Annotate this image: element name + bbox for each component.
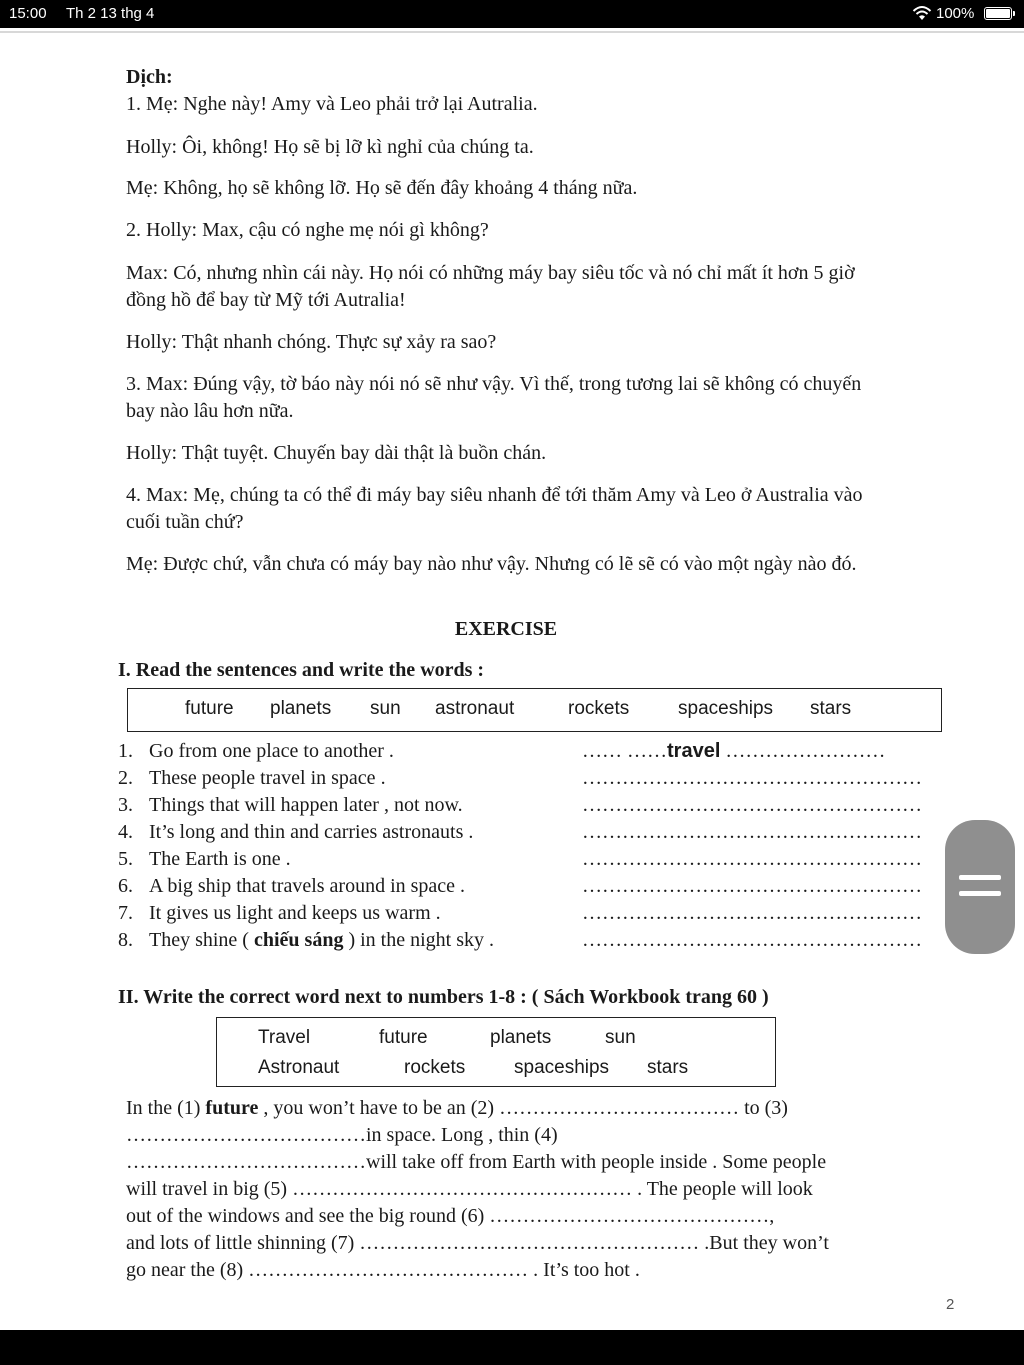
word-box-item: spaceships (678, 698, 774, 719)
question-text: It’s long and thin and carries astronauts . (149, 821, 474, 843)
answer-line[interactable]: …………………………………………… (582, 875, 922, 897)
question-number: 8. (118, 929, 133, 951)
passage-line: ………………………………in space. Long , thin (4) (126, 1124, 558, 1146)
wifi-icon (912, 4, 932, 22)
translation-line: Holly: Thật tuyệt. Chuyến bay dài thật là buồn chán. (126, 442, 547, 464)
word-box-item: stars (647, 1057, 689, 1078)
battery-icon (984, 7, 1012, 20)
question-text: It gives us light and keeps us warm . (149, 902, 441, 924)
answer-line[interactable]: …………………………………………… (582, 929, 922, 951)
side-drag-handle[interactable] (945, 820, 1015, 954)
translation-line: cuối tuần chứ? (126, 511, 244, 533)
translation-line: bay nào lâu hơn nữa. (126, 400, 294, 422)
translation-line: 1. Mẹ: Nghe này! Amy và Leo phải trở lại Autralia. (126, 93, 538, 115)
word-box-item: Travel (258, 1027, 311, 1048)
question-text (149, 929, 494, 952)
section-2-title: II. Write the correct word next to numbers 1-8 : ( Sách Workbook trang 60 ) (118, 986, 769, 1008)
word-box-2 (216, 1017, 776, 1087)
translation-line: Max: Có, nhưng nhìn cái này. Họ nói có những máy bay siêu tốc và nó chỉ mất ít hơn 5 giờ (126, 262, 855, 284)
handle-grip-icon (959, 891, 1001, 896)
translation-line: Holly: Ôi, không! Họ sẽ bị lỡ kì nghỉ của chúng ta. (126, 136, 534, 158)
translation-line: Mẹ: Được chứ, vẫn chưa có máy bay nào như vậy. Nhưng có lẽ sẽ có vào một ngày nào đó. (126, 553, 857, 575)
question-number: 5. (118, 848, 133, 870)
passage-line: go near the (8) …………………………………… . It’s too hot . (126, 1259, 640, 1281)
answer-line[interactable]: …………………………………………… (582, 821, 922, 843)
word-box-item: Astronaut (258, 1057, 340, 1078)
answer-line[interactable]: …………………………………………… (582, 902, 922, 924)
question-text-part: They shine ( (149, 929, 254, 951)
battery-percent: 100% (936, 5, 975, 22)
word-box-item: future (185, 698, 234, 719)
passage-answer: future (205, 1097, 259, 1119)
question-number: 2. (118, 767, 133, 789)
translation-line: 4. Max: Mẹ, chúng ta có thể đi máy bay siêu nhanh để tới thăm Amy và Leo ở Australia vào (126, 484, 863, 506)
translation-line: 2. Holly: Max, cậu có nghe mẹ nói gì không? (126, 219, 489, 241)
translation-line: đồng hồ để bay từ Mỹ tới Autralia! (126, 289, 406, 311)
answer-line[interactable]: …………………………………………… (582, 767, 922, 789)
answer-prefix: …… …… (582, 740, 667, 762)
question-text: These people travel in space . (149, 767, 386, 789)
question-text: The Earth is one . (149, 848, 291, 870)
toolbar-divider (0, 31, 1024, 33)
word-box-item: planets (270, 698, 332, 719)
word-box-item: spaceships (514, 1057, 610, 1078)
passage-text: , you won’t have to be an (2) ……………………………… to (3) (258, 1097, 788, 1119)
question-number: 3. (118, 794, 133, 816)
status-time: 15:00 (9, 5, 47, 22)
word-box-item: rockets (404, 1057, 466, 1078)
word-box-item: astronaut (435, 698, 515, 719)
question-number: 4. (118, 821, 133, 843)
translation-line: 3. Max: Đúng vậy, tờ báo này nói nó sẽ như vậy. Vì thế, trong tương lai sẽ không có chuyến (126, 373, 862, 395)
question-number: 7. (118, 902, 133, 924)
bottom-bar (0, 1330, 1024, 1365)
question-number: 1. (118, 740, 133, 762)
status-date: Th 2 13 thg 4 (66, 5, 155, 22)
word-box-item: planets (490, 1027, 552, 1048)
section-1-title: I. Read the sentences and write the words : (118, 659, 485, 681)
page-number: 2 (946, 1296, 955, 1313)
question-text: Go from one place to another . (149, 740, 394, 762)
translation-line: Mẹ: Không, họ sẽ không lỡ. Họ sẽ đến đây khoảng 4 tháng nữa. (126, 177, 638, 199)
question-text: A big ship that travels around in space . (149, 875, 466, 897)
word-box-item: future (379, 1027, 428, 1048)
word-box-item: rockets (568, 698, 630, 719)
passage-line (126, 1095, 926, 1122)
status-bar (0, 0, 1024, 28)
translation-line: Holly: Thật nhanh chóng. Thực sự xảy ra sao? (126, 331, 497, 353)
passage-line: out of the windows and see the big round (6) ……………………………………, (126, 1205, 775, 1227)
answer-line[interactable]: …………………………………………… (582, 848, 922, 870)
question-number: 6. (118, 875, 133, 897)
question-text: Things that will happen later , not now. (149, 794, 463, 816)
answer-line[interactable]: …………………………………………… (582, 794, 922, 816)
question-text-bold: chiếu sáng (253, 929, 344, 951)
answer-line[interactable] (582, 740, 932, 763)
word-box-item: sun (370, 698, 401, 719)
word-box-1 (127, 688, 942, 732)
word-box-item: stars (810, 698, 852, 719)
handle-grip-icon (959, 875, 1001, 880)
answer-text: travel (667, 740, 721, 762)
word-box-item: sun (605, 1027, 636, 1048)
passage-text: In the (1) (126, 1097, 206, 1119)
translation-heading: Dịch: (126, 66, 173, 88)
passage-line: will travel in big (5) …………………………………………… . The people will look (126, 1178, 813, 1200)
question-text-part: ) in the night sky . (343, 929, 494, 951)
answer-suffix: …………………… (720, 740, 886, 762)
passage-line: and lots of little shinning (7) …………………………………………… .But they won’t (126, 1232, 829, 1254)
passage-line: ………………………………will take off from Earth with people inside . Some people (126, 1151, 827, 1173)
exercise-title: EXERCISE (454, 618, 558, 640)
